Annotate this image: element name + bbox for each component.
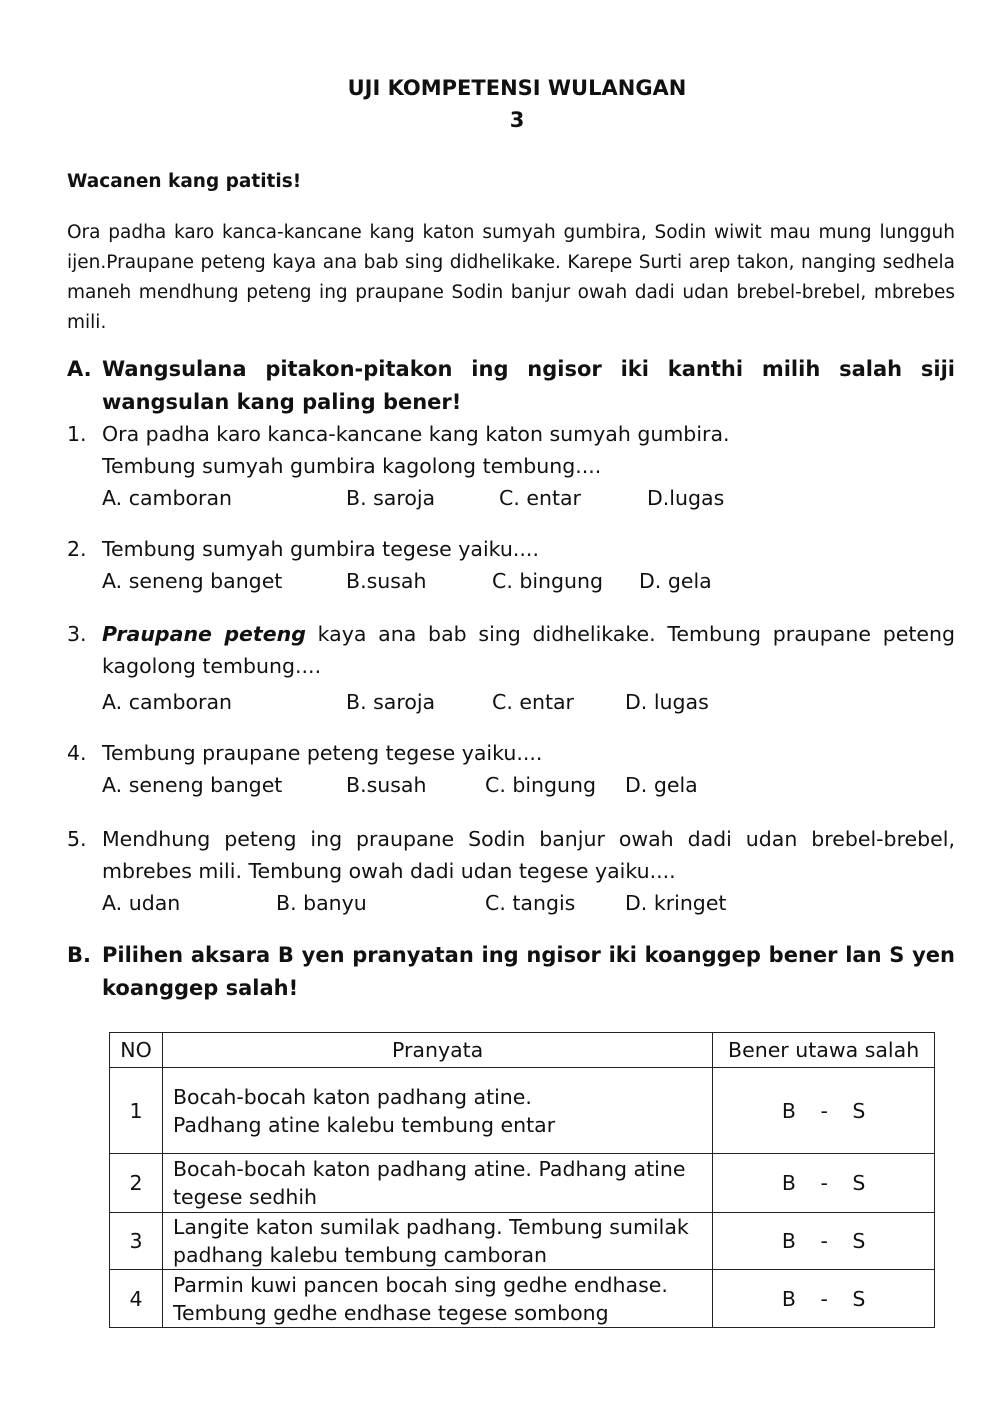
- row-choice[interactable]: B - S: [713, 1213, 935, 1270]
- question-2: [67, 533, 955, 597]
- option-a[interactable]: A. camboran: [102, 690, 233, 714]
- row-statement: [162, 1213, 712, 1270]
- row-number: 1: [110, 1068, 163, 1154]
- row-statement: [162, 1068, 712, 1154]
- worksheet-title: UJI KOMPETENSI WULANGAN: [347, 76, 687, 100]
- question-5: [67, 823, 955, 919]
- option-a[interactable]: A. seneng banget: [102, 569, 283, 593]
- option-b[interactable]: B. saroja: [346, 486, 436, 510]
- option-c[interactable]: C. bingung: [492, 569, 604, 593]
- question-number: 4.: [67, 741, 87, 765]
- statement-line: Bocah-bocah katon padhang atine.: [172, 1084, 532, 1109]
- question-text: [102, 618, 955, 682]
- option-b[interactable]: B. saroja: [346, 690, 436, 714]
- question-number: 2.: [67, 537, 87, 561]
- table-row: [110, 1270, 935, 1328]
- option-b[interactable]: B.susah: [346, 773, 427, 797]
- header-statement: Pranyata: [162, 1033, 712, 1068]
- option-d[interactable]: D. gela: [625, 773, 698, 797]
- worksheet-number: 3: [509, 108, 525, 132]
- statement-line: Padhang atine kalebu tembung entar: [172, 1112, 556, 1137]
- question-4: [67, 737, 955, 801]
- option-d[interactable]: D. gela: [639, 569, 712, 593]
- table-row: [110, 1213, 935, 1270]
- option-b[interactable]: B. banyu: [276, 891, 367, 915]
- header-answer: Bener utawa salah: [713, 1033, 935, 1068]
- section-b-heading: [67, 939, 955, 1005]
- option-a[interactable]: A. seneng banget: [102, 773, 283, 797]
- option-c[interactable]: C. bingung: [485, 773, 597, 797]
- question-text-rest: kaya ana bab sing didhelikake. Tembung praupane peteng kagolong tembung....: [102, 622, 955, 678]
- section-b-text: Pilihen aksara B yen pranyatan ing ngisor iki koanggep bener lan S yen koanggep salah!: [102, 943, 955, 1000]
- question-number: 3.: [67, 622, 87, 646]
- emphasized-phrase: Praupane peteng: [102, 622, 306, 646]
- question-number: 5.: [67, 827, 87, 851]
- question-text: Tembung sumyah gumbira tegese yaiku....: [102, 537, 539, 561]
- question-text: Ora padha karo kanca-kancane kang katon sumyah gumbira.: [102, 422, 730, 446]
- table-header-row: [110, 1033, 935, 1068]
- question-text: Mendhung peteng ing praupane Sodin banjur owah dadi udan brebel-brebel, mbrebes mili. Tembung owah dadi udan tegese yaiku....: [102, 827, 955, 883]
- section-b-label: B.: [67, 943, 91, 967]
- option-d[interactable]: D. kringet: [625, 891, 727, 915]
- table-row: [110, 1154, 935, 1213]
- true-false-table: [109, 1032, 935, 1328]
- row-statement: [162, 1270, 712, 1328]
- row-choice[interactable]: B - S: [713, 1270, 935, 1328]
- reading-passage: Ora padha karo kanca-kancane kang katon sumyah gumbira, Sodin wiwit mau mung lungguh ijen.Praupane peteng kaya ana bab sing didhelikake. Karepe Surti arep takon, nanging sedhela maneh mendhung peteng ing praupane Sodin banjur owah dadi udan brebel-brebel, mbrebes mili.: [67, 222, 955, 333]
- table-row: [110, 1068, 935, 1154]
- statement-line: Bocah-bocah katon padhang atine. Padhang atine: [172, 1157, 686, 1181]
- section-a-heading: [67, 353, 955, 419]
- statement-line: Tembung gedhe endhase tegese sombong: [172, 1300, 609, 1325]
- question-number: 1.: [67, 422, 87, 446]
- statement-line: Langite katon sumilak padhang. Tembung sumilak: [172, 1215, 689, 1239]
- statement-line: tegese sedhih: [172, 1185, 318, 1209]
- option-b[interactable]: B.susah: [346, 569, 427, 593]
- question-1: [67, 418, 955, 514]
- row-number: 4: [110, 1270, 163, 1328]
- answer-options: [102, 769, 955, 801]
- section-a-text: Wangsulana pitakon-pitakon ing ngisor iki kanthi milih salah siji wangsulan kang paling bener!: [102, 357, 955, 414]
- row-choice[interactable]: B - S: [713, 1154, 935, 1213]
- option-c[interactable]: C. entar: [499, 486, 581, 510]
- answer-options: [102, 565, 955, 597]
- row-number: 3: [110, 1213, 163, 1270]
- option-d[interactable]: D. lugas: [625, 690, 709, 714]
- row-number: 2: [110, 1154, 163, 1213]
- section-a-label: A.: [67, 357, 92, 381]
- reading-instruction: Wacanen kang patitis!: [67, 171, 302, 192]
- option-a[interactable]: A. udan: [102, 891, 181, 915]
- question-3: [67, 618, 955, 718]
- row-statement: [162, 1154, 712, 1213]
- option-c[interactable]: C. tangis: [485, 891, 576, 915]
- option-d[interactable]: D.lugas: [647, 486, 725, 510]
- answer-options: [102, 482, 955, 514]
- statement-line: padhang kalebu tembung camboran: [172, 1243, 548, 1267]
- header-no: NO: [110, 1033, 163, 1068]
- statement-line: Parmin kuwi pancen bocah sing gedhe endhase.: [172, 1272, 668, 1297]
- row-choice[interactable]: B - S: [713, 1068, 935, 1154]
- option-a[interactable]: A. camboran: [102, 486, 233, 510]
- answer-options: [102, 887, 955, 919]
- option-c[interactable]: C. entar: [492, 690, 574, 714]
- question-text: Tembung praupane peteng tegese yaiku....: [102, 741, 543, 765]
- answer-options: [102, 686, 955, 718]
- question-text: Tembung sumyah gumbira kagolong tembung....: [102, 454, 602, 478]
